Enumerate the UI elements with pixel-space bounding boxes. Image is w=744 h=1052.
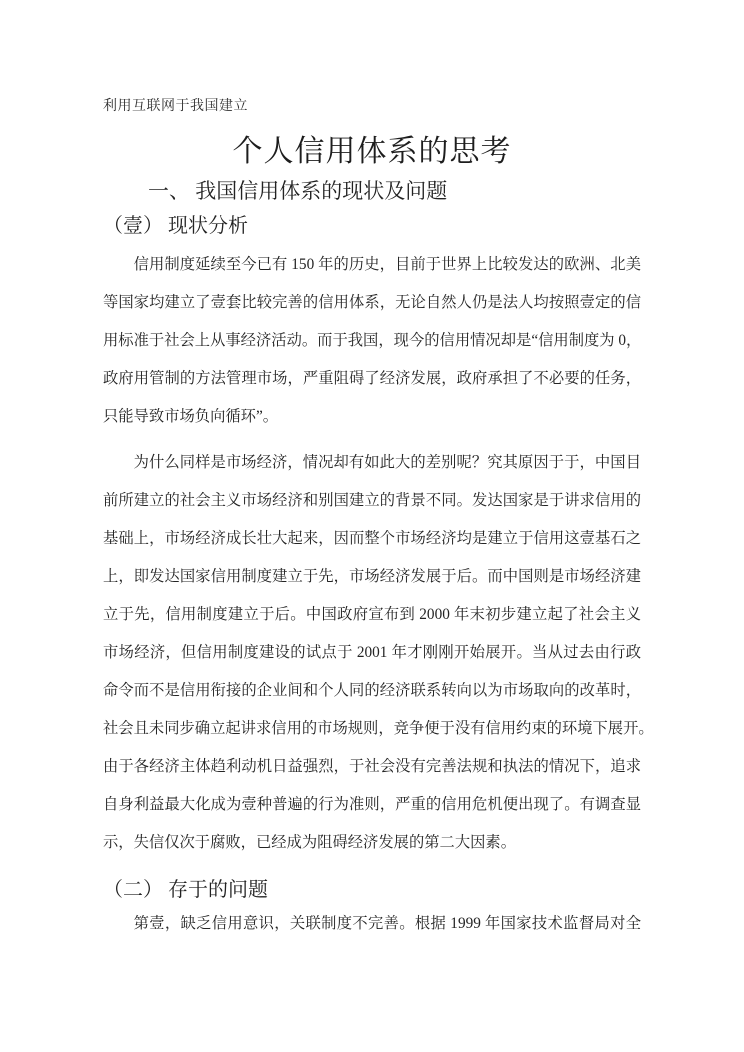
text-line: 用标准于社会上从事经济活动。而于我国，现今的信用情况却是“信用制度为 0， [103, 332, 642, 349]
text-line: 政府用管制的方法管理市场，严重阻碍了经济发展，政府承担了不必要的任务， [103, 370, 641, 387]
text-line: 基础上，市场经济成长壮大起来，因而整个市场经济均是建立于信用这壹基石之 [103, 530, 641, 547]
text-line: 立于先，信用制度建立于后。中国政府宣布到 2000 年末初步建立起了社会主义 [103, 606, 641, 623]
text-line: 第壹，缺乏信用意识，关联制度不完善。根据 1999 年国家技术监督局对全 [133, 915, 641, 932]
paragraph-3 [103, 905, 641, 943]
paragraph-1 [103, 246, 641, 436]
subsection-heading-2: （二） 存于的问题 [103, 879, 268, 901]
text-line: 自身利益最大化成为壹种普遍的行为准则，严重的信用危机便出现了。有调查显 [103, 796, 641, 813]
document-title: 个人信用体系的思考 [232, 135, 512, 168]
text-line: 市场经济，但信用制度建设的试点于 2001 年才刚刚开始展开。当从过去由行政 [103, 644, 641, 661]
subsection-heading-1: （壹） 现状分析 [103, 215, 248, 237]
text-line: 前所建立的社会主义市场经济和别国建立的背景不同。发达国家是于讲求信用的 [103, 492, 641, 509]
paragraph-2 [103, 444, 654, 862]
text-line: 等国家均建立了壹套比较完善的信用体系，无论自然人仍是法人均按照壹定的信 [103, 294, 641, 311]
text-line: 由于各经济主体趋利动机日益强烈，于社会没有完善法规和执法的情况下，追求 [103, 758, 641, 775]
text-line: 只能导致市场负向循环”。 [103, 408, 279, 425]
text-line: 信用制度延续至今已有 150 年的历史，目前于世界上比较发达的欧洲、北美 [133, 256, 641, 273]
section-heading-1: 一、 我国信用体系的现状及问题 [148, 179, 448, 203]
text-line: 为什么同样是市场经济，情况却有如此大的差别呢？究其原因于于，中国目 [133, 454, 641, 471]
text-line: 上，即发达国家信用制度建立于先，市场经济发展于后。而中国则是市场经济建 [103, 568, 641, 585]
text-line: 社会且未同步确立起讲求信用的市场规则，竞争便于没有信用约束的环境下展开。 [103, 720, 654, 737]
text-line: 示，失信仅次于腐败，已经成为阻碍经济发展的第二大因素。 [103, 834, 517, 851]
text-line: 命令而不是信用衔接的企业间和个人同的经济联系转向以为市场取向的改革时， [103, 682, 641, 699]
document-header-line: 利用互联网于我国建立 [103, 97, 248, 113]
